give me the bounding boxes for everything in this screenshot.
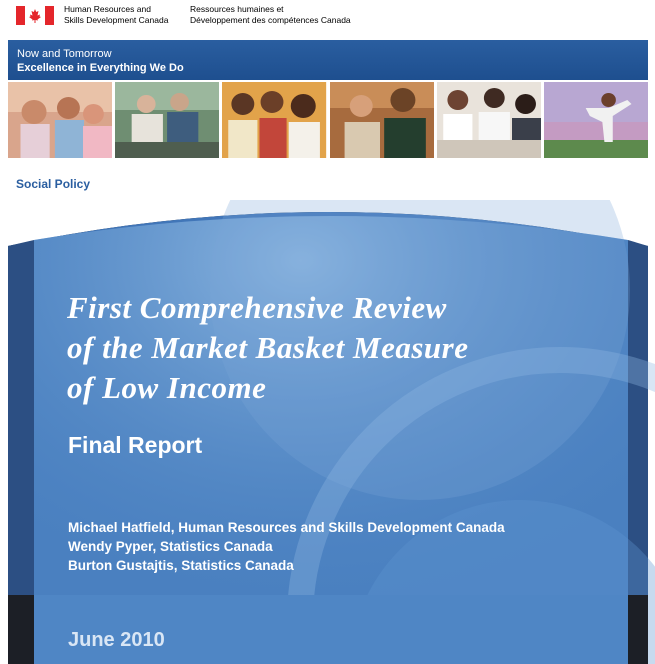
photo-worker-outdoors (544, 82, 648, 158)
tagline-banner (8, 40, 648, 80)
department-name-french: Ressources humaines et Développement des compétences Canada (190, 4, 351, 25)
author-list (68, 518, 505, 575)
government-header (0, 0, 655, 40)
photo-students (330, 82, 434, 158)
author-2: Wendy Pyper, Statistics Canada (68, 539, 273, 554)
department-name-english: Human Resources and Skills Development Canada (64, 4, 169, 25)
author-3: Burton Gustajtis, Statistics Canada (68, 558, 294, 573)
canada-flag-icon (16, 6, 54, 25)
report-title-line-2: of the Market Basket Measure (67, 330, 469, 365)
author-1: Michael Hatfield, Human Resources and Skills Development Canada (68, 520, 505, 535)
photo-strip (8, 82, 648, 158)
photo-professionals (437, 82, 541, 158)
report-title-line-1: First Comprehensive Review (67, 290, 447, 325)
report-title-line-3: of Low Income (67, 370, 267, 405)
report-subtitle: Final Report (68, 432, 203, 458)
photo-children (8, 82, 112, 158)
publication-date: June 2010 (68, 629, 165, 651)
report-title (67, 288, 627, 408)
photo-seniors (115, 82, 219, 158)
tagline-line-2: Excellence in Everything We Do (17, 62, 184, 74)
report-cover (0, 200, 655, 664)
tagline-line-1: Now and Tomorrow (17, 48, 112, 60)
photo-family (222, 82, 326, 158)
section-label: Social Policy (16, 177, 91, 191)
